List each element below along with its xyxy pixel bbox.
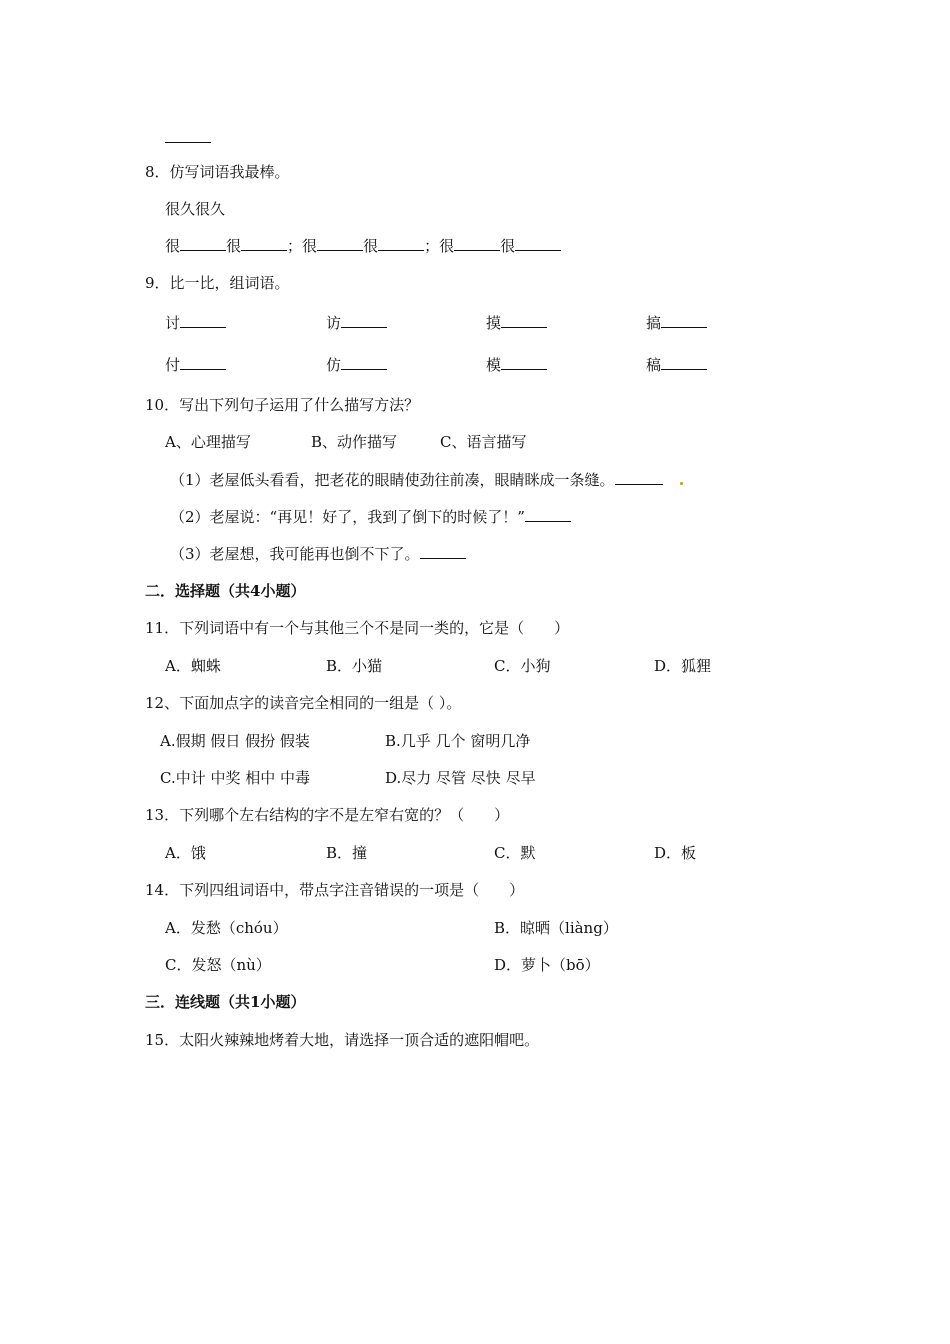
word-item: 摸: [486, 313, 547, 333]
word-item: 模: [486, 355, 547, 375]
answer-blank[interactable]: [341, 355, 387, 370]
option-d[interactable]: D．板: [654, 844, 697, 862]
answer-blank[interactable]: [165, 128, 211, 148]
option-a[interactable]: A．蜘蛛: [165, 657, 221, 675]
question-15-title: 15．太阳火辣辣地烤着大地，请选择一顶合适的遮阳帽吧。: [145, 1031, 540, 1049]
option-a: A、心理描写: [165, 433, 251, 451]
pattern-word: 很: [363, 237, 379, 255]
option-c[interactable]: C．默: [494, 844, 536, 862]
word-item: 付: [165, 355, 226, 375]
answer-blank[interactable]: [241, 236, 287, 251]
question-9-title: 9．比一比，组词语。: [145, 274, 290, 292]
option-c[interactable]: C．发怒（nù）: [165, 956, 271, 974]
pattern-word: ；很: [287, 237, 318, 255]
word-item: 访: [326, 313, 387, 333]
answer-blank[interactable]: [180, 355, 226, 370]
word-item: 搞: [646, 313, 707, 333]
question-8-example: 很久很久: [165, 200, 226, 218]
word-item: 稿: [646, 355, 707, 375]
answer-blank[interactable]: [515, 236, 561, 251]
answer-blank[interactable]: [180, 313, 226, 328]
answer-blank[interactable]: [615, 470, 663, 485]
option-a[interactable]: A.假期 假日 假扮 假装: [160, 732, 310, 750]
pattern-word: 很: [226, 237, 242, 255]
answer-blank[interactable]: [501, 313, 547, 328]
option-d[interactable]: D．狐狸: [654, 657, 712, 675]
question-8-title: 8．仿写词语我最棒。: [145, 163, 290, 181]
option-d[interactable]: D.尽力 尽管 尽快 尽早: [385, 769, 536, 787]
answer-blank[interactable]: [317, 236, 363, 251]
answer-blank[interactable]: [661, 313, 707, 328]
option-b[interactable]: B．小猫: [326, 657, 383, 675]
option-b: B、动作描写: [311, 433, 398, 451]
section-heading: 二．选择题（共4小题）: [145, 582, 306, 600]
question-10-item-1: （1）老屋低头看看，把老花的眼睛使劲往前凑，眼睛眯成一条缝。: [170, 470, 663, 490]
question-12-title: 12、下面加点字的读音完全相同的一组是（ ）。: [145, 694, 462, 712]
pattern-word: ；很: [424, 237, 455, 255]
question-13-title: 13．下列哪个左右结构的字不是左窄右宽的？（ ）: [145, 806, 510, 824]
question-11-title: 11．下列词语中有一个与其他三个不是同一类的，它是（ ）: [145, 619, 570, 637]
answer-blank[interactable]: [454, 236, 500, 251]
answer-blank[interactable]: [525, 507, 571, 522]
question-10-title: 10．写出下列句子运用了什么描写方法？: [145, 396, 420, 414]
word-item: 仿: [326, 355, 387, 375]
answer-blank[interactable]: [341, 313, 387, 328]
option-d[interactable]: D．萝卜（bō）: [494, 956, 600, 974]
option-a[interactable]: A．饿: [165, 844, 206, 862]
option-c[interactable]: C．小狗: [494, 657, 551, 675]
word-item: 讨: [165, 313, 226, 333]
question-14-title: 14．下列四组词语中，带点字注音错误的一项是（ ）: [145, 881, 525, 899]
pattern-word: 很: [500, 237, 516, 255]
option-a[interactable]: A．发愁（chóu）: [165, 919, 288, 937]
option-b[interactable]: B．晾晒（liàng）: [494, 919, 618, 937]
answer-blank[interactable]: [661, 355, 707, 370]
marker-dot: [680, 482, 683, 485]
answer-blank[interactable]: [180, 236, 226, 251]
option-b[interactable]: B．撞: [326, 844, 368, 862]
question-10-item-3: （3）老屋想，我可能再也倒不下了。: [170, 544, 466, 564]
option-c: C、语言描写: [440, 433, 527, 451]
section-heading: 三．连线题（共1小题）: [145, 993, 306, 1011]
option-c[interactable]: C.中计 中奖 相中 中毒: [160, 769, 311, 787]
answer-blank[interactable]: [420, 544, 466, 559]
answer-blank[interactable]: [378, 236, 424, 251]
option-b[interactable]: B.几乎 几个 窗明几净: [385, 732, 531, 750]
question-8-pattern: [165, 236, 561, 256]
answer-blank[interactable]: [501, 355, 547, 370]
question-10-item-2: （2）老屋说：“再见！好了，我到了倒下的时候了！”: [170, 507, 571, 527]
pattern-word: 很: [165, 237, 181, 255]
